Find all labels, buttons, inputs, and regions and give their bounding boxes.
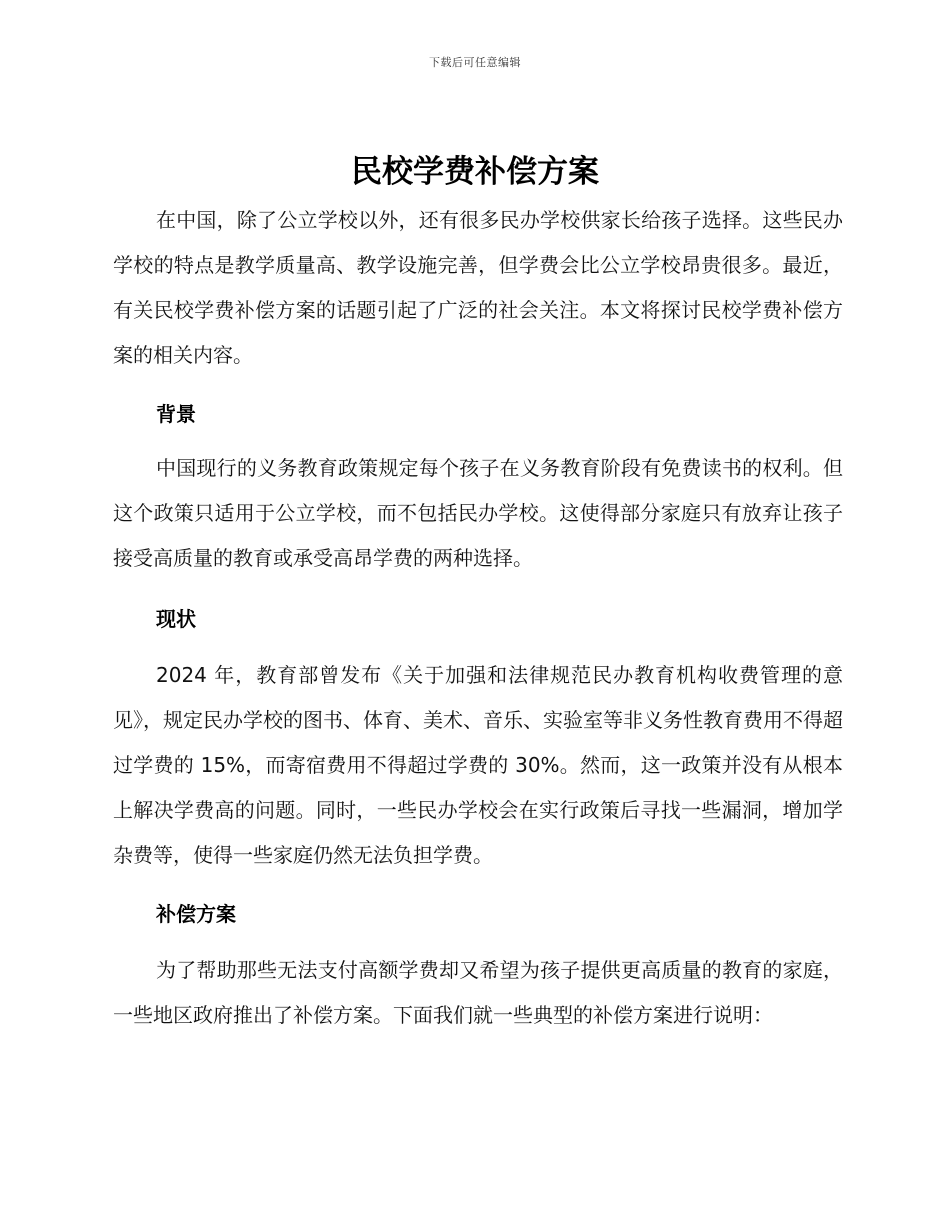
section-heading-background: 背景 [156,402,196,426]
section-paragraph-background: 中国现行的义务教育政策规定每个孩子在义务教育阶段有免费读书的权利。但这个政策只适用于公立学校，而不包括民办学校。这使得部分家庭只有放弃让孩子接受高质量的教育或承受高昂学费的两种选择。 [113,456,843,570]
section-heading-compensation: 补偿方案 [156,902,236,926]
section-paragraph-compensation: 为了帮助那些无法支付高额学费却又希望为孩子提供更高质量的教育的家庭，一些地区政府推出了补偿方案。下面我们就一些典型的补偿方案进行说明： [113,958,843,1027]
section-heading-status: 现状 [156,607,196,631]
header-note: 下载后可任意编辑 [429,56,521,69]
section-paragraph-status: 2024 年，教育部曾发布《关于加强和法律规范民办教育机构收费管理的意见》，规定民办学校的图书、体育、美术、音乐、实验室等非义务性教育费用不得超过学费的 15%，而寄宿费用不得超过学费的 30%。然而，这一政策并没有从根本上解决学费高的问题。同时，一些民办学校会在实行政策后寻找一些漏洞，增加学杂费等，使得一些家庭仍然无法负担学费。 [113,663,843,867]
intro-paragraph: 在中国，除了公立学校以外，还有很多民办学校供家长给孩子选择。这些民办学校的特点是教学质量高、教学设施完善，但学费会比公立学校昂贵很多。最近，有关民校学费补偿方案的话题引起了广泛的社会关注。本文将探讨民校学费补偿方案的相关内容。 [113,208,843,367]
document-title: 民校学费补偿方案 [351,154,599,190]
